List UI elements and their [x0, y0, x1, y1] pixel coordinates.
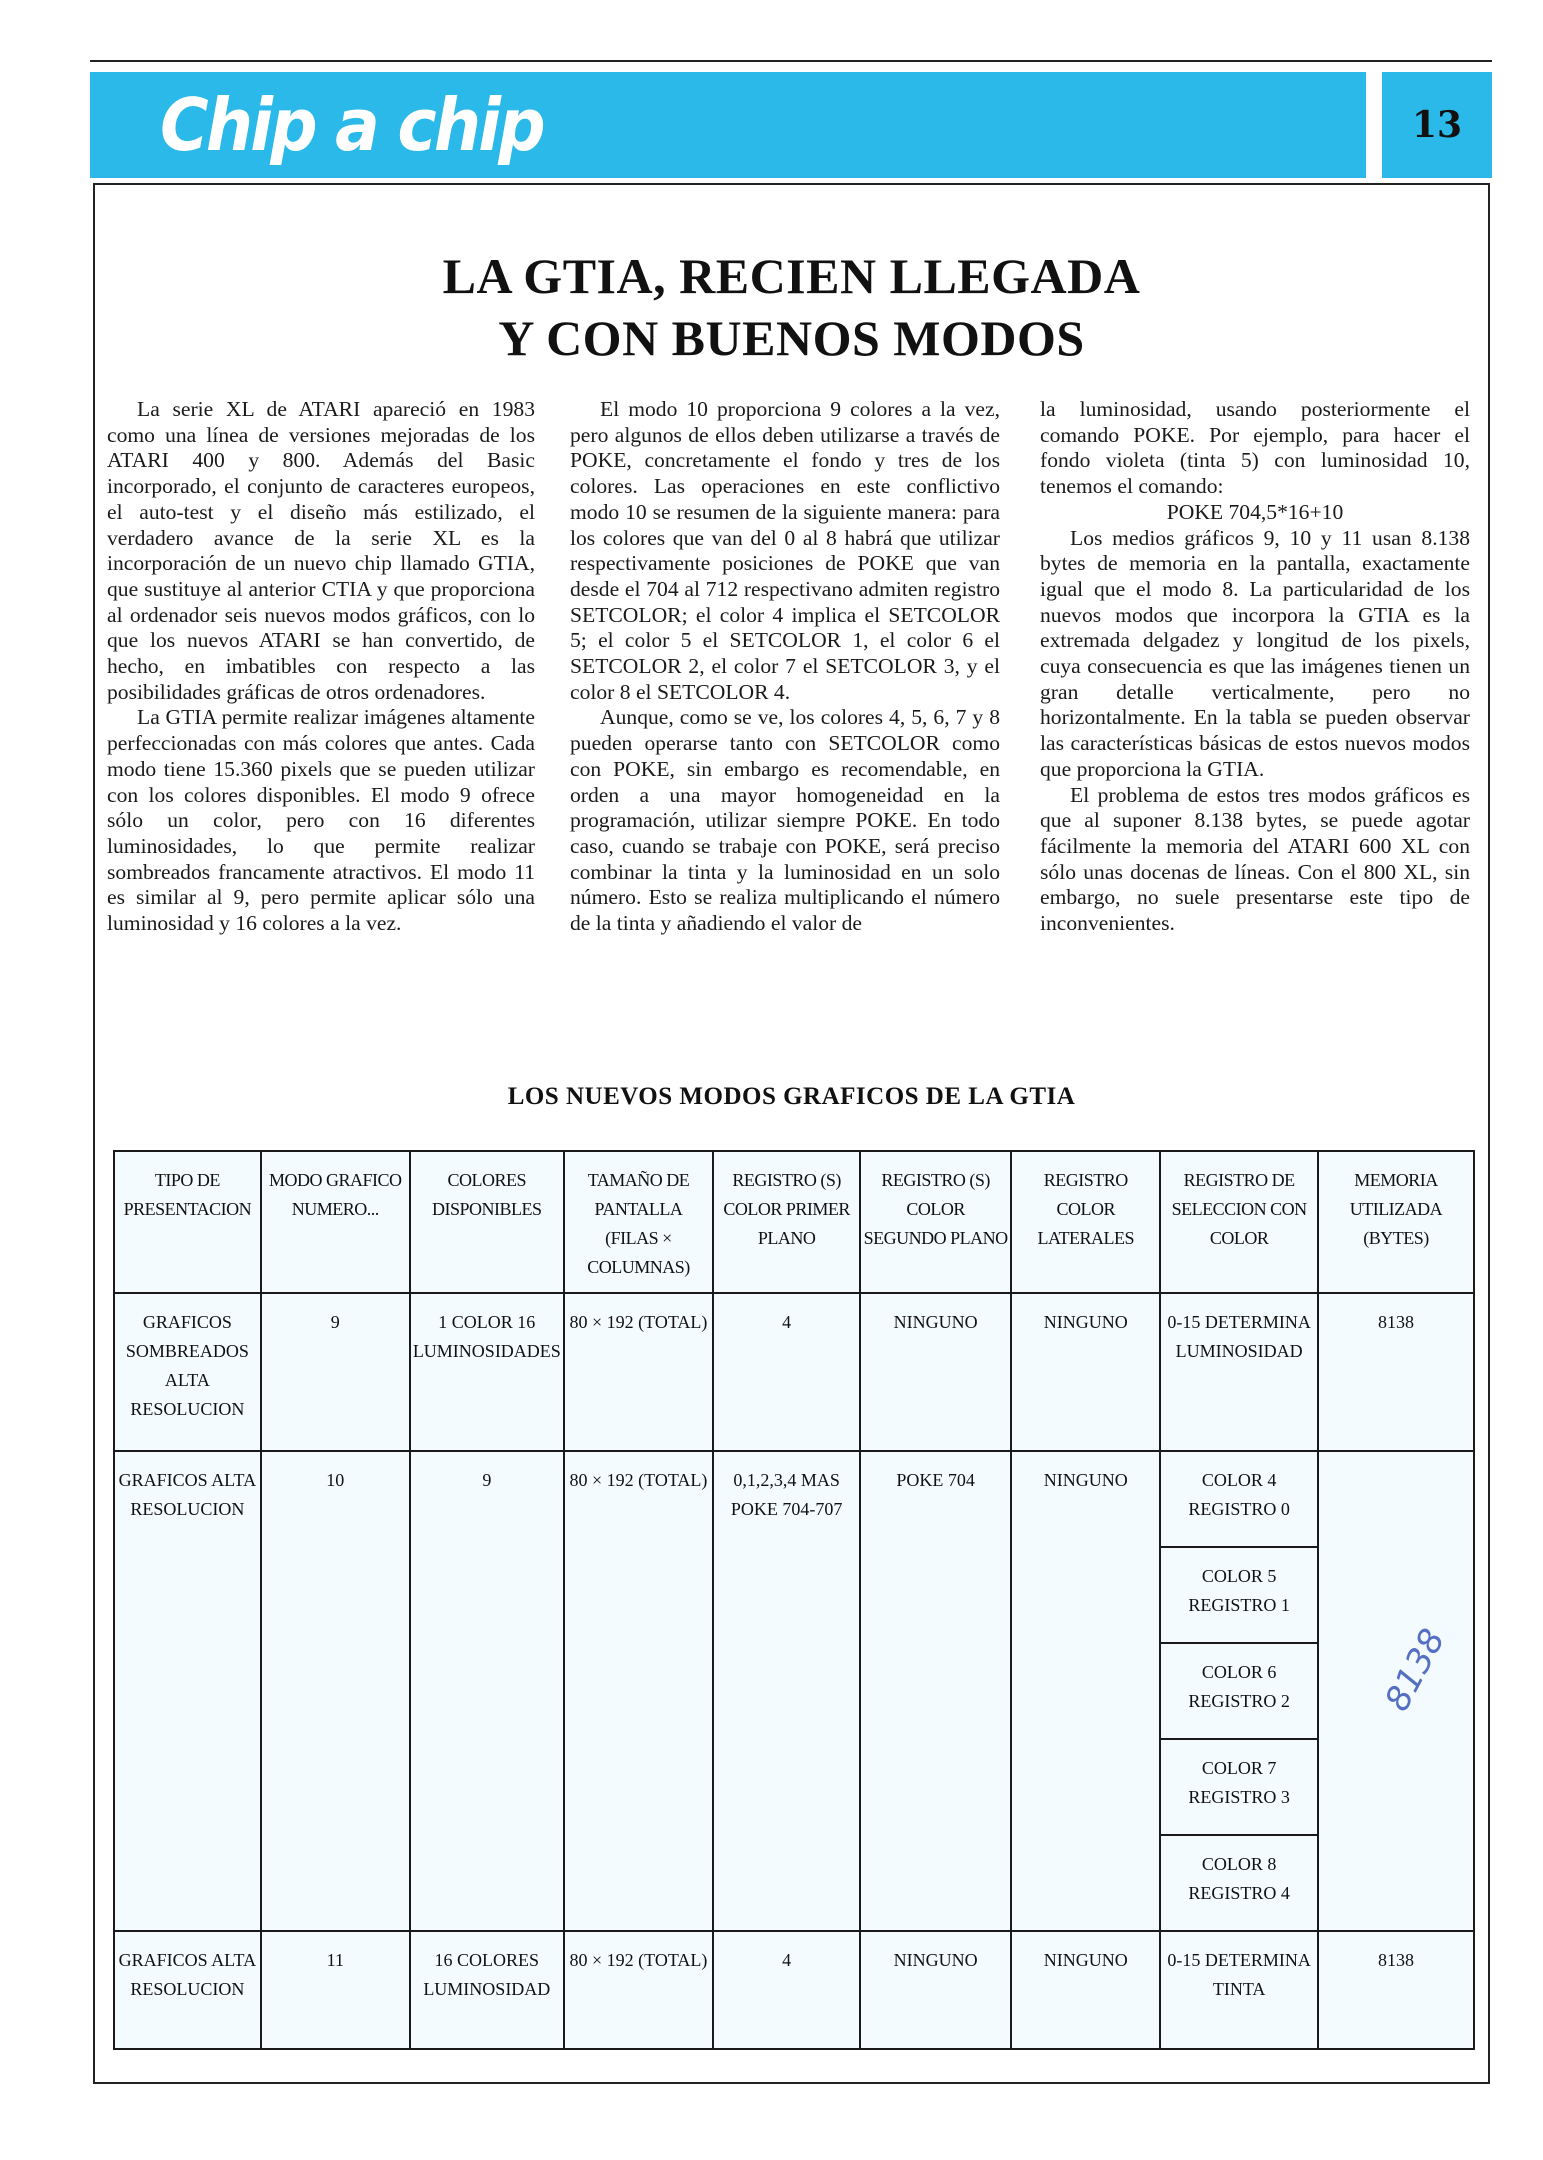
header-memoria: MEMORIA UTILIZADA (BYTES)	[1318, 1151, 1474, 1293]
section-title: Chip a chip	[160, 83, 543, 167]
paragraph: La serie XL de ATARI apareció en 1983 como una línea de versiones mejoradas de los ATARI 400 y 800. Además del Basic incorporado, el conjunto de caracteres europeos, el auto-test y el diseño más estilizado, el verdadero avance de la serie XL es la incorporación de un nuevo chip llamado GTIA, que sustituye al anterior CTIA y que proporciona al ordenador seis nuevos modos gráficos, con lo que los nuevos ATARI se han convertido, de hecho, en imbatibles con respecto a las posibilidades gráficas de otros ordenadores.	[107, 397, 535, 704]
cell-segundo-plano: NINGUNO	[860, 1931, 1011, 2049]
cell-laterales: NINGUNO	[1011, 1451, 1160, 1931]
cell-tamano: 80 × 192 (TOTAL)	[564, 1293, 713, 1451]
cell-tipo: GRAFICOS SOMBREADOS ALTA RESOLUCION	[114, 1293, 261, 1451]
paragraph: El problema de estos tres modos gráficos es que al suponer 8.138 bytes, se puede agotar fácilmente la memoria del ATARI 600 XL con sólo unas docenas de líneas. Con el 800 XL, sin embargo, no suele presentarse este tipo de inconvenientes.	[1040, 782, 1470, 936]
header-modo: MODO GRAFICO NUMERO...	[261, 1151, 410, 1293]
cell-primer-plano: 0,1,2,3,4 MAS POKE 704-707	[713, 1451, 860, 1931]
section-header-bar	[90, 72, 1366, 178]
cell-colores: 9	[410, 1451, 564, 1931]
table-title: LOS NUEVOS MODOS GRAFICOS DE LA GTIA	[507, 1083, 1076, 1110]
cell-seleccion-sub: COLOR 8 REGISTRO 4	[1160, 1835, 1318, 1931]
table-row	[114, 1451, 1474, 1547]
page-number: 13	[1411, 104, 1463, 146]
cell-modo: 11	[261, 1931, 410, 2049]
cell-memoria: 8138	[1318, 1293, 1474, 1451]
header-segundo-plano: REGISTRO (S) COLOR SEGUNDO PLANO	[860, 1151, 1011, 1293]
cell-seleccion-sub: COLOR 6 REGISTRO 2	[1160, 1643, 1318, 1739]
top-rule	[90, 60, 1492, 62]
cell-colores: 16 COLORES LUMINOSIDAD	[410, 1931, 564, 2049]
article-headline	[93, 245, 1490, 369]
paragraph: la luminosidad, usando posteriormente el comando POKE. Por ejemplo, para hacer el fondo violeta (tinta 5) con luminosidad 10, tenemos el comando:	[1040, 397, 1470, 499]
table-row	[114, 1931, 1474, 2049]
cell-primer-plano: 4	[713, 1293, 860, 1451]
cell-seleccion-sub: COLOR 5 REGISTRO 1	[1160, 1547, 1318, 1643]
table-header-row	[114, 1151, 1474, 1293]
cell-seleccion-sub: COLOR 4 REGISTRO 0	[1160, 1451, 1318, 1547]
cell-memoria: 8138	[1318, 1931, 1474, 2049]
headline-line-1: LA GTIA, RECIEN LLEGADA	[442, 248, 1141, 304]
cell-seleccion-sub: COLOR 7 REGISTRO 3	[1160, 1739, 1318, 1835]
cell-tipo: GRAFICOS ALTA RESOLUCION	[114, 1931, 261, 2049]
paragraph: El modo 10 proporciona 9 colores a la vez, pero algunos de ellos deben utilizarse a través de POKE, concretamente el fondo y tres de los colores. Las operaciones en este conflictivo modo 10 se resumen de la siguiente manera: para los colores que van del 0 al 8 habrá que utilizar respectivamente posiciones de POKE que van desde el 704 al 712 respectivano admiten registro SETCOLOR; el color 4 implica el SETCOLOR 5; el color 5 el SETCOLOR 1, el color 6 el SETCOLOR 2, el color 7 el SETCOLOR 3, y el color 8 el SETCOLOR 4.	[570, 397, 1000, 704]
paragraph: Aunque, como se ve, los colores 4, 5, 6, 7 y 8 pueden operarse tanto con SETCOLOR como con POKE, sin embargo es recomendable, en orden a una mayor homogeneidad en la programación, utilizar siempre POKE. En todo caso, cuando se trabaje con POKE, será preciso combinar la tinta y la luminosidad en un solo número. Esto se realiza multiplicando el número de la tinta y añadiendo el valor de	[570, 705, 1000, 936]
cell-modo: 9	[261, 1293, 410, 1451]
body-column-3	[1040, 397, 1470, 937]
paragraph: Los medios gráficos 9, 10 y 11 usan 8.138 bytes de memoria en la pantalla, exactamente igual que el modo 8. La particularidad de los nuevos modos que incorpora la GTIA es la extremada delgadez y longitud de los pixels, cuya consecuencia es que las imágenes tienen un gran detalle verticalmente, pero no horizontalmente. En la tabla se pueden observar las características básicas de estos nuevos modos que proporciona la GTIA.	[1040, 525, 1470, 781]
headline-line-2: Y CON BUENOS MODOS	[498, 310, 1085, 366]
cell-seleccion: 0-15 DETERMINA LUMINOSIDAD	[1160, 1293, 1318, 1451]
code-example: POKE 704,5*16+10	[1166, 499, 1344, 524]
header-colores: COLORES DISPONIBLES	[410, 1151, 564, 1293]
table-row	[114, 1293, 1474, 1451]
body-column-2	[570, 397, 1000, 937]
cell-primer-plano: 4	[713, 1931, 860, 2049]
handwritten-note: 8138	[1377, 1622, 1454, 1718]
cell-laterales: NINGUNO	[1011, 1293, 1160, 1451]
paragraph: La GTIA permite realizar imágenes altamente perfeccionadas con más colores que antes. Cada modo tiene 15.360 pixels que se pueden utilizar con los colores disponibles. El modo 9 ofrece sólo un color, pero con 16 diferentes luminosidades, lo que permite realizar sombreados francamente atractivos. El modo 11 es similar al 9, pero permite aplicar sólo una luminosidad y 16 colores a la vez.	[107, 705, 535, 936]
cell-segundo-plano: NINGUNO	[860, 1293, 1011, 1451]
header-seleccion: REGISTRO DE SELECCION CON COLOR	[1160, 1151, 1318, 1293]
cell-modo: 10	[261, 1451, 410, 1931]
graphics-modes-table	[113, 1150, 1475, 2050]
page-number-box	[1382, 72, 1492, 178]
cell-segundo-plano: POKE 704	[860, 1451, 1011, 1931]
cell-seleccion: 0-15 DETERMINA TINTA	[1160, 1931, 1318, 2049]
header-tipo: TIPO DE PRESENTACION	[114, 1151, 261, 1293]
header-tamano: TAMAÑO DE PANTALLA (FILAS × COLUMNAS)	[564, 1151, 713, 1293]
cell-tamano: 80 × 192 (TOTAL)	[564, 1451, 713, 1931]
cell-colores: 1 COLOR 16 LUMINOSIDADES	[410, 1293, 564, 1451]
header-primer-plano: REGISTRO (S) COLOR PRIMER PLANO	[713, 1151, 860, 1293]
body-column-1	[107, 397, 535, 937]
cell-tipo: GRAFICOS ALTA RESOLUCION	[114, 1451, 261, 1931]
cell-laterales: NINGUNO	[1011, 1931, 1160, 2049]
cell-tamano: 80 × 192 (TOTAL)	[564, 1931, 713, 2049]
header-laterales: REGISTRO COLOR LATERALES	[1011, 1151, 1160, 1293]
